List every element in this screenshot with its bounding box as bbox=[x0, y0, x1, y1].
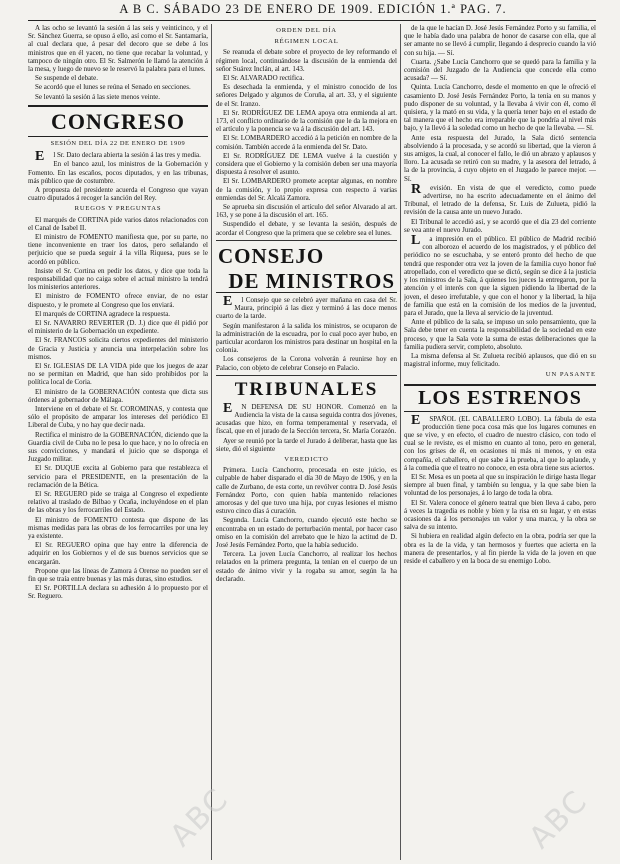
article-paragraph: La impresión en el público. El público de Madrid recibió con alborozo el acuerdo de los magistrados, y el público del periódico no se escuchaba, y se enteró pronto del hecho de que tendrá que responder otra vez la joven de la familia cuyo honor fué atropellado, con el veredicto que se dictó, según se dice á la justicia y los ministros de la Sala, á quienes los jueces la entregaron, por la atención y el interés con que la siguen pidiendo la libertad de la joven, el deseo irrefutable, y que con el honor y la libertad, la hija de familia que está en la comisión de los medios de la juventud, para el Jurado, que la lleva al servicio de la juventud. bbox=[404, 233, 596, 317]
article-paragraph: El Sr. Mesa es un poeta al que su inspiración le dirige hasta llegar siempre al buen final, y también su lengua, y la que sabe bien la voluntad de los personajes, á lo largo de toda la obra. bbox=[404, 472, 596, 498]
abc-watermark: ABC bbox=[163, 781, 237, 854]
article-paragraph: El Sr. FRANCOS solicita ciertos expedientes del ministerio de Gracia y Justicia y anuncia una interpelación sobre los mismos. bbox=[28, 336, 208, 361]
article-paragraph: Se levantó la sesión á las siete menos veinte. bbox=[35, 92, 160, 101]
article-paragraph: Tercera. La joven Lucía Canchorro, al realizar los hechos relatados en la primera pregunta, la tenían en el cuerpo de un estado de ánimo vivir y la rogaba su amor, según la ha declarado. bbox=[216, 550, 397, 583]
article-paragraph: El Sr. REGUERO pide se traiga al Congreso el expediente relativo al traslado de Bilbao y Ocaña, incluyéndose en el plan de las obras y los ferrocarriles del Estado. bbox=[28, 490, 208, 515]
article-paragraph: A las ocho se levantó la sesión á las seis y veinticinco, y el Sr. Sánchez Guerra, se opuso á ello, así como el Sr. Santamaría, al cual declara que, á pesar del decoro que se debe á los ministros que en él yacen, no tiene que recabar la voluntad, y tampoco de ningún otro. El Sr. Salmerón le llamó la atención á la mesa, y luego de nuevo se le reservó la palabra para el lunes. bbox=[28, 24, 208, 74]
article-paragraph: Quinta. Lucía Canchorro, desde el momento en que le ofreció el casamiento D. José Jesús Fernández Porto, la tenía en su manos y pudo disponer de su voluntad, y la llevaba á vivir con él, como él quisiera, y la mató en su vida, y la quería tener bajo en el estado de tal manera que el hecho era irreparable que la pondría al nivel más bajo, y la llevó á la soledad como un hecho de que la llevaba. — Sí. bbox=[404, 83, 596, 133]
article-paragraph: El Sr. LOMBARDERO promete aceptar algunas, en nombre de la comisión, y lo propio expresa con respecto á varias enmiendas del Sr. Alcalá Zamora. bbox=[216, 177, 397, 202]
article-paragraph: Suspendido el debate, y se levanta la sesión, después de acordar el Congreso que la primera que se celebre sea el lunes. bbox=[216, 220, 397, 237]
column-divider-2 bbox=[400, 24, 401, 860]
article-paragraph: El ministro de la GOBERNACIÓN contesta que dicta sus órdenes al gobernador de Málaga. bbox=[28, 387, 208, 404]
article-paragraph: Se reanuda el debate sobre el proyecto de ley reformando el régimen local, continuándose la discusión de la enmienda del señor Suárez Inclán, al art. 143. bbox=[216, 48, 397, 73]
article-paragraph: El Sr. DUQUE excita al Gobierno para que restablezca el servicio para el PRESIDENTE, en la presentación de la reclamación de la Bética. bbox=[28, 464, 208, 489]
article-paragraph: A propuesta del presidente acuerda el Congreso que vayan cuatro diputados á recoger la sanción del Rey. bbox=[28, 185, 208, 203]
article-paragraph: El Sr. NAVARRO REVERTER (D. J.) dice que él pidió por el ministerio de la Gobernación un expediente. bbox=[28, 318, 208, 336]
article-paragraph: Es desechada la enmienda, y el ministro conocido de los señores Delgado y algunos de Coruña, al art. 33, y el siguiente de el Sr. Iranzo. bbox=[216, 83, 397, 108]
article-paragraph: de la que le hacían D. José Jesús Fernández Porto y su familia, el que le había dado una palabra de honor de casarse con ella, que al ser amante no se llevó á cumplir, llegando á desprecio cuando la vió con su hija. — Sí. bbox=[404, 24, 596, 57]
article-paragraph: Si hubiera en realidad algún defecto en la obra, podría ser que la obra es la de la vida, y tan hermosos y fuertes que acierta en la manera de presentarlos, y al fin pierde la vida de la joven en que reside el caballero y en la boca de su enemigo Lobo. bbox=[404, 532, 596, 565]
article-paragraph: El Tribunal le accedió así, y se acordó que el día 23 del corriente se vea ante el nuevo Jurado. bbox=[404, 217, 596, 234]
article-paragraph: El Sr. Dato declara abierta la sesión á las tres y media. bbox=[35, 149, 201, 165]
article-signature: UN PASANTE bbox=[545, 371, 596, 379]
column-1 bbox=[28, 24, 208, 860]
article-paragraph: Ante esta respuesta del Jurado, la Sala dictó sentencia absolviendo á la procesada, y se acordó su libertad, que la vieron á sus amigos, la cual, al conocer el fallo, le dió un abrazo y aplausos y lloro. La acusada se retiró con su madre, y la asesora del letrado, á la de la provincia, á cuyo objeto en el Juzgado le parece mejor. — Sí. bbox=[404, 133, 596, 183]
article-paragraph: El ministro de FOMENTO ofrece enviar, de no estar dispuesto, y le promete al Congreso que los enviará. bbox=[28, 292, 208, 309]
section-rule bbox=[216, 375, 397, 376]
article-paragraph: Cuarta. ¿Sabe Lucía Canchorro que se quedó para la familia y la comisión del Juzgado de la Audiencia que concede ella como acusada? — Sí. bbox=[404, 57, 596, 83]
subheading-veredicto: VEREDICTO bbox=[284, 455, 329, 463]
article-paragraph: El ministro de FOMENTO contesta que dispone de las mismas medidas para las obras de los ferrocarriles por una ley ya existente. bbox=[28, 515, 208, 541]
article-paragraph: El marqués de CORTINA pide varios datos relacionados con el Canal de Isabel II. bbox=[28, 215, 208, 232]
article-paragraph: Los consejeros de la Corona volverán á reunirse hoy en Palacio, con objeto de celebrar Consejo en Palacio. bbox=[216, 355, 397, 372]
article-paragraph: Revisión. En vista de que el veredicto, como puede advertirse, no ha escrito adecuadamente en el ánimo del Tribunal, el letrado de la defensa, Sr. Luis de Zulueta, pidió la revisión de la causa ante un nuevo Jurado. bbox=[404, 181, 596, 217]
section-title-consejo: CONSEJO bbox=[218, 243, 325, 268]
masthead: A B C. SÁBADO 23 DE ENERO DE 1909. EDICIÓN 1.ª PAG. 7. bbox=[119, 2, 507, 16]
section-title-estrenos: LOS ESTRENOS bbox=[404, 384, 596, 412]
section-rule bbox=[216, 240, 397, 241]
article-paragraph: El Sr. REGUERO opina que hay entre la diferencia de adquirir en los Gobiernos y el de sus buenos servicios que se encargarán. bbox=[28, 541, 208, 566]
article-paragraph: En el banco azul, los ministros de la Gobernación y Fomento. En las escaños, pocos diputados, y en las tribunas, más público que de costumbre. bbox=[28, 160, 208, 185]
subheading-orden-del-dia: ORDEN DEL DÍA bbox=[276, 27, 337, 34]
section-title-tribunales: TRIBUNALES bbox=[234, 378, 379, 400]
article-paragraph: El Sr. PORTILLA declara su adhesión á lo propuesto por el Sr. Reguero. bbox=[28, 584, 208, 601]
section-subtitle: SESIÓN DEL DÍA 22 DE ENERO DE 1909 bbox=[50, 139, 186, 147]
article-paragraph: Propone que las líneas de Zamora á Orense no pueden ser el fin que se traía entre buenas y las más duras, sino estudios. bbox=[28, 566, 208, 584]
masthead-rule bbox=[28, 20, 596, 21]
article-paragraph: ESPAÑOL (EL CABALLERO LOBO). La fábula de esta producción tiene poca cosa más que los lugares comunes en que se vive, y en efecto, el cuadro de nuestro clásico, con todo el cual se le reviste, es el mismo en cuanto al tono, pero en general, con los grises de él, en ocasiones ni más ni menos, y en esta compañía, el caballero, el que sabe á la prueba, al que lo aplaude, y á la comedia que el teatro no conoce, en esta obra tiene sus aciertos. bbox=[404, 412, 596, 472]
article-paragraph: El Sr. RODRÍGUEZ DE LEMA vuelve á la cuestión y considera que el Gobierno y la comisión deben ser una mayoría dispuesta á resolver el asunto. bbox=[216, 151, 397, 177]
article-paragraph: Se suspende el debate. bbox=[35, 74, 98, 83]
column-divider-1 bbox=[211, 24, 212, 860]
article-paragraph: Primera. Lucía Canchorro, procesada en este juicio, es culpable de haber disparado el día 30 de Mayo de 1906, y en la calle de Zurbano, de esta corte, un revólver contra D. José Jesús Fernández Porto, con quien había mantenido relaciones amorosas y del que tuvo una hija, por cuyas lesiones el mismo estuvo cinco días á curación. bbox=[216, 466, 397, 516]
article-paragraph: El ministro de FOMENTO manifiesta que, por su parte, no tiene inconveniente en traer los datos, pero señalando el perjuicio que se pueda seguir á la villa Riquesa, pues se le acordó en público. bbox=[28, 232, 208, 266]
abc-watermark: ABC bbox=[522, 783, 596, 856]
article-paragraph: Se acordó que el lunes se reúna el Senado en secciones. bbox=[35, 83, 191, 92]
article-paragraph: Ayer se reunió por la tarde el Jurado á deliberar, hasta que las siete, dió el siguiente bbox=[216, 436, 397, 453]
article-paragraph: El Sr. LOMBARDERO accedió á la petición en nombre de la comisión. También accede á la enmienda del Sr. Dato. bbox=[216, 134, 397, 151]
article-paragraph: Ante el público de la sala, se impuso un solo pensamiento, que la Sala debe tener en cuenta la responsabilidad de la sociedad en este proceso, y que la Sala vote la suma de estas deliberaciones que la familia pudiera servir, completo, absoluto. bbox=[404, 318, 596, 351]
article-paragraph: La misma defensa al Sr. Zulueta recibió aplausos, que dió en su magistral informe, muy felicitado. bbox=[404, 351, 596, 369]
article-paragraph: Segunda. Lucía Canchorro, cuando ejecutó este hecho se encontraba en un estado de perturbación mental, por hacer caso omiso en la comisión del arrebato que le hizo la actitud de D. José Jesús Fernández Porto, que la había seducido. bbox=[216, 516, 397, 549]
subheading-ruegos: RUEGOS Y PREGUNTAS bbox=[74, 205, 162, 213]
article-paragraph: Se aprueba sin discusión el artículo del señor Alvarado al art. 163, y se pone á la discusión el art. 165. bbox=[216, 203, 397, 220]
section-title-congreso: CONGRESO bbox=[28, 105, 208, 137]
column-2 bbox=[216, 24, 397, 860]
subheading-regimen-local: RÉGIMEN LOCAL bbox=[274, 38, 339, 46]
article-paragraph: El Consejo que se celebró ayer mañana en casa del Sr. Maura, principió á las diez y terminó á las doce menos cuarto de la tarde. bbox=[216, 293, 397, 321]
article-paragraph: El Sr. Valera conoce el género teatral que bien lleva á cabo, pero á veces la tragedia es noble y bien y la risa en su lugar, y en estas ocasiones da á los personajes un valor y una marca, y la obra se salva de su intento. bbox=[404, 498, 596, 532]
article-paragraph: Rectifica el ministro de la GOBERNACIÓN, diciendo que la Guardia civil de Cuba no le pesa lo que hace, y no lo ofrecía en sus convicciones, y mandará el juicio que se disponga el Juzgado militar. bbox=[28, 430, 208, 464]
article-paragraph: El Sr. RODRÍGUEZ DE LEMA apoya otra enmienda al art. 173, el conflicto ordinario de la comisión que le da la mejora en el artículo y la ponencia se va á la discusión del art. 143. bbox=[216, 108, 397, 134]
article-paragraph: El marqués de CORTINA agradece la respuesta. bbox=[35, 309, 171, 318]
article-paragraph: Según manifestaron á la salida los ministros, se ocuparon de la administración de la escuadra, por lo cual poco ayer hubo, en particular acordaron los ministros para destinar un hospital en la colonia. bbox=[216, 321, 397, 355]
article-paragraph: EN DEFENSA DE SU HONOR. Comenzó en la Audiencia la vista de la causa seguida contra dos jóvenes, acusadas que hizo, en forma temperamental y reservada, el fiscal, que en el jurado de la Sección tercera, Sr. María Corazón. bbox=[216, 400, 397, 436]
article-paragraph: El Sr. IGLESIAS DE LA VIDA pide que los juegos de azar no se permitan en Madrid, que han sido prohibidos por la política local de Coria. bbox=[28, 362, 208, 387]
article-paragraph: El Sr. ALVARADO rectifica. bbox=[223, 74, 305, 83]
article-paragraph: Insiste el Sr. Cortina en pedir los datos, y dice que toda la responsabilidad que no caiga sobre el actual ministro la tendrá los ministerios anteriores. bbox=[28, 266, 208, 292]
column-3 bbox=[404, 24, 596, 860]
section-title-ministros: DE MINISTROS bbox=[216, 270, 397, 293]
article-paragraph: Interviene en el debate el Sr. COROMINAS, y contesta que sólo el propósito de amparar los intereses del periódico El Liberal de Cuba, y no hay que decir nada. bbox=[28, 405, 208, 430]
